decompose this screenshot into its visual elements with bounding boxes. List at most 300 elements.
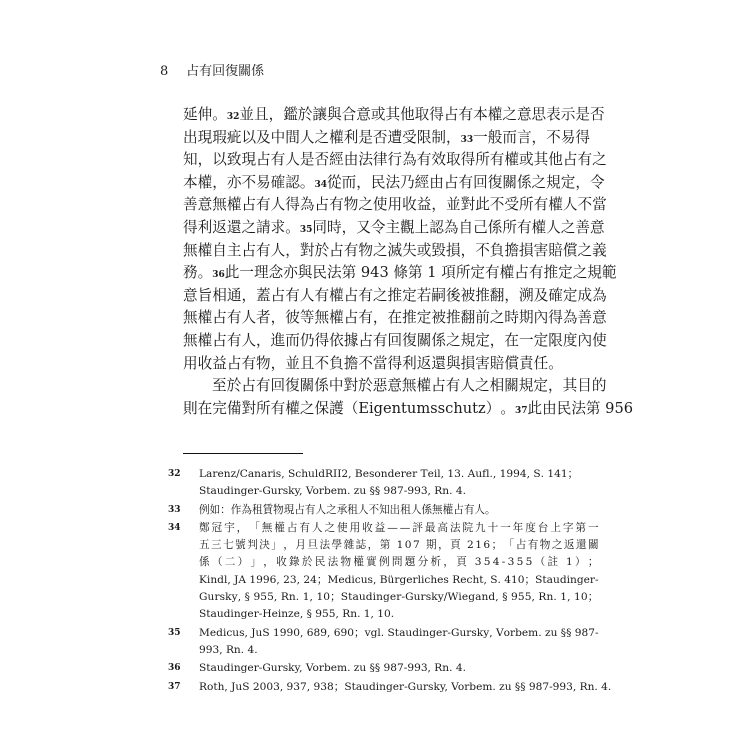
char: 關 <box>502 173 517 191</box>
char: 而 <box>502 128 517 146</box>
char: 失 <box>402 241 417 259</box>
char: 返 <box>416 354 432 372</box>
char: 占 <box>358 331 373 349</box>
char: 規 <box>587 264 602 282</box>
char: 否 <box>372 128 388 146</box>
char: 定 <box>562 286 578 304</box>
char: 所 <box>475 151 490 169</box>
char: 占 <box>343 286 359 304</box>
char: 占 <box>226 354 242 372</box>
char: 權 <box>548 196 563 214</box>
char: （ <box>343 399 359 417</box>
char: 他 <box>548 151 563 169</box>
char: 益 <box>416 196 432 214</box>
char: 所 <box>519 196 534 214</box>
char: 之 <box>592 151 607 169</box>
char: 權 <box>531 218 547 236</box>
text-line: 本 權 ， 亦 不 易 確 認 。 34 從 而 ， 民 法 乃 經 由 占 有 回 復 關 係 之 規 定 ， 令 <box>183 171 575 194</box>
char: 推 <box>445 309 461 327</box>
char: 或 <box>519 151 534 169</box>
char: 意 <box>592 309 607 327</box>
char: 有 <box>577 151 593 169</box>
char: 有 <box>358 286 373 304</box>
char: 表 <box>546 106 561 123</box>
char: 害 <box>475 354 490 372</box>
char: 與 <box>297 264 313 282</box>
char: 占 <box>212 331 227 349</box>
char: 是 <box>358 128 373 146</box>
char: 之 <box>560 218 576 236</box>
char: 有 <box>458 173 474 191</box>
char: 則 <box>183 399 198 417</box>
char: 人 <box>270 196 286 214</box>
footnote-line: 例如：作為租賃物現占有人之承租人不知出租人係無權占有人。 <box>199 503 496 516</box>
char: 有 <box>329 196 344 214</box>
char: 期 <box>519 309 534 327</box>
char: 規 <box>460 331 476 349</box>
char: 於 <box>226 377 242 395</box>
char: 得 <box>575 128 590 146</box>
char: 翻 <box>489 286 505 304</box>
char: 條 <box>393 264 409 282</box>
char: 無 <box>314 309 330 327</box>
char: 取 <box>414 106 430 123</box>
char: 相 <box>489 377 505 395</box>
char: 法 <box>327 264 342 282</box>
char: 不 <box>577 196 593 214</box>
char: 在 <box>197 399 213 417</box>
char: 人 <box>562 196 578 214</box>
char: g <box>373 399 383 417</box>
char: 有 <box>256 241 271 259</box>
char: 為 <box>299 196 315 214</box>
char: 害 <box>533 241 549 259</box>
char: i <box>368 399 374 417</box>
char: 有 <box>343 241 359 259</box>
char: 意 <box>356 106 371 123</box>
char: 推 <box>475 286 490 304</box>
char: 之 <box>372 286 388 304</box>
char: 占 <box>241 377 256 395</box>
char: 觀 <box>400 218 415 236</box>
char: 定 <box>558 264 573 282</box>
char: 1 <box>427 264 437 282</box>
footnote-text <box>199 679 611 696</box>
char: 現 <box>241 151 257 169</box>
footnote-line: G u r s k y , § 9 5 5 , R n . 1 , 1 0 ； S t a u d i n g e r - G u r s k y / W i e g a n d , § 9 5 5 , R n . 1 , 1 0 ； <box>199 591 599 604</box>
char: ， <box>504 286 520 304</box>
char: 權 <box>329 128 344 146</box>
char: 關 <box>504 377 519 395</box>
char: 內 <box>533 309 549 327</box>
char: 還 <box>226 218 242 236</box>
footnote-line: 係 （ 二 ） 」 ， 收 錄 於 民 法 物 權 實 例 問 題 分 析 ， 頁 3 5 4 - 3 5 5 （ 註 1 ） ； <box>199 556 599 569</box>
char: ， <box>197 151 213 169</box>
char: 權 <box>329 309 344 327</box>
char: 責 <box>519 354 534 372</box>
char: 。 <box>197 264 213 282</box>
text-line <box>183 193 607 216</box>
char: 善 <box>577 309 593 327</box>
char: 護 <box>329 399 344 417</box>
char: 有 <box>255 377 271 395</box>
char: 權 <box>197 173 213 191</box>
footnote-line: 鄭 冠 宇 ， 「 無 權 占 有 人 之 使 用 收 益 — — 評 最 高 法 院 九 十 一 年 度 台 上 字 第 一 <box>199 521 599 534</box>
char: 後 <box>445 286 461 304</box>
char: 不 <box>475 241 490 259</box>
char: 其 <box>385 106 401 123</box>
char: 占 <box>443 106 459 123</box>
char: 疵 <box>226 128 242 146</box>
char: 請 <box>256 218 271 236</box>
char: 復 <box>402 331 417 349</box>
char: 不 <box>358 354 373 372</box>
char: 出 <box>183 128 198 146</box>
char: 上 <box>414 218 430 236</box>
char: 是 <box>575 106 590 123</box>
char: 得 <box>548 309 563 327</box>
char: 取 <box>445 151 461 169</box>
char: 範 <box>601 264 617 282</box>
footnote-number: 35 <box>168 627 181 638</box>
char: 定 <box>470 264 486 282</box>
char: 定 <box>560 173 576 191</box>
char: 並 <box>239 106 254 123</box>
char: 之 <box>474 377 490 395</box>
char: e <box>382 399 392 417</box>
char: 鑑 <box>283 106 298 123</box>
char: 以 <box>241 128 257 146</box>
char: 中 <box>270 128 286 146</box>
char: 權 <box>197 309 213 327</box>
char: 易 <box>560 128 576 146</box>
main-text <box>183 103 634 419</box>
char: 負 <box>489 241 505 259</box>
char: 與 <box>327 106 342 123</box>
char: 對 <box>460 196 476 214</box>
char: 。 <box>285 218 300 236</box>
char: 人 <box>270 241 286 259</box>
char: 之 <box>445 331 461 349</box>
char: ， <box>489 331 505 349</box>
char: ） <box>485 399 501 417</box>
char: 有 <box>416 151 432 169</box>
char: 自 <box>212 241 227 259</box>
char: 他 <box>400 106 415 123</box>
char: 得 <box>460 151 476 169</box>
char: ， <box>356 173 371 191</box>
char: 遭 <box>387 128 403 146</box>
char: 仍 <box>299 331 315 349</box>
char: h <box>453 399 463 417</box>
char: 推 <box>543 264 559 282</box>
char: 係 <box>516 173 532 191</box>
text-line: 出 現 瑕 疵 以 及 中 間 人 之 權 利 是 否 遭 受 限 制 ， 33 一 般 而 言 ， 不 易 得 <box>183 126 575 149</box>
text-line <box>183 239 607 262</box>
char: 不 <box>241 173 257 191</box>
char: 主 <box>226 241 242 259</box>
char: 權 <box>416 377 432 395</box>
char: 負 <box>329 354 344 372</box>
footnote-number: 36 <box>168 663 181 674</box>
text-line: 得 利 返 還 之 請 求 。 35 同 時 ， 又 令 主 觀 上 認 為 自 己 係 所 有 權 人 之 善 意 <box>183 216 575 239</box>
footnote-line: K i n d l , J A 1 9 9 6 , 2 3 , 2 4 ； M e d i c u s , B ü r g e r l i c h e s R e c h t , S . 4 1 0 ； S t a u d i n g e r - <box>199 573 599 586</box>
char: 令 <box>589 173 605 191</box>
char: 損 <box>460 354 476 372</box>
char: 務 <box>183 264 198 282</box>
char: 有 <box>372 331 388 349</box>
char: 損 <box>445 241 461 259</box>
char: 返 <box>212 218 227 236</box>
char: 易 <box>256 173 271 191</box>
char: 占 <box>514 264 529 282</box>
char: 無 <box>401 377 417 395</box>
char: 人 <box>460 377 475 395</box>
char: 有 <box>314 286 330 304</box>
char: 善 <box>183 196 198 214</box>
char: 並 <box>445 196 461 214</box>
char: 得 <box>285 196 300 214</box>
char: 權 <box>329 286 344 304</box>
footnote-text <box>199 502 574 519</box>
char: 由 <box>542 399 557 417</box>
char: 賠 <box>548 241 563 259</box>
char: 在 <box>387 309 403 327</box>
char: 規 <box>518 377 534 395</box>
char: 係 <box>431 331 446 349</box>
char: 備 <box>226 399 242 417</box>
char: 之 <box>358 196 373 214</box>
char: 經 <box>414 173 430 191</box>
running-title: 占有回復關係 <box>186 64 265 79</box>
char: ， <box>372 309 388 327</box>
char: 有 <box>285 286 300 304</box>
char: 思 <box>531 106 547 123</box>
char: 前 <box>475 309 490 327</box>
char: 當 <box>372 354 388 372</box>
char: 占 <box>431 377 446 395</box>
char: 其 <box>533 151 549 169</box>
char: c <box>445 399 454 417</box>
text-line <box>183 329 607 352</box>
char: 復 <box>487 173 503 191</box>
footnote-line: Staudinger-Heinze, § 955, Rn. 1, 10. <box>199 608 395 621</box>
footnote-number: 37 <box>168 681 181 692</box>
footnote-36 <box>168 660 574 677</box>
char: 有 <box>516 218 532 236</box>
char: 意 <box>183 286 198 304</box>
char: 否 <box>314 151 330 169</box>
char: 之 <box>577 241 593 259</box>
char: 賠 <box>489 354 505 372</box>
char: 還 <box>431 354 446 372</box>
char: 於 <box>358 377 373 395</box>
char: 蓋 <box>256 286 271 304</box>
char: 意 <box>197 196 213 214</box>
text-line <box>183 148 607 171</box>
char: 使 <box>592 331 607 349</box>
char: 對 <box>241 399 257 417</box>
char: 完 <box>212 399 227 417</box>
char: 權 <box>285 399 300 417</box>
char: 在 <box>504 331 520 349</box>
page-header <box>160 60 264 79</box>
char: 權 <box>226 196 242 214</box>
char: 若 <box>416 286 432 304</box>
char: 不 <box>489 196 505 214</box>
char: 占 <box>443 173 459 191</box>
char: 內 <box>577 331 593 349</box>
char: 之 <box>314 128 330 146</box>
char: 由 <box>343 151 359 169</box>
char: 或 <box>416 241 432 259</box>
char: 合 <box>341 106 357 123</box>
char: 權 <box>504 151 520 169</box>
footnote-text <box>199 625 599 660</box>
char: 物 <box>358 241 373 259</box>
char: 物 <box>343 196 359 214</box>
char: 用 <box>387 196 403 214</box>
char: 且 <box>253 106 269 123</box>
char: 毀 <box>431 241 446 259</box>
char: 無 <box>183 331 198 349</box>
char: 係 <box>314 377 329 395</box>
char: ， <box>341 218 357 236</box>
char: 占 <box>241 241 257 259</box>
char: 乃 <box>400 173 415 191</box>
char: 之 <box>299 399 315 417</box>
char: 亦 <box>226 173 242 191</box>
char: 5 <box>614 399 624 417</box>
char: s <box>430 399 438 417</box>
char: 9 <box>605 399 615 417</box>
char: 意 <box>387 377 402 395</box>
char: 有 <box>241 354 257 372</box>
char: 收 <box>197 354 213 372</box>
text-line: 務 。 36 此 一 理 念 亦 與 民 法 第 9 4 3 條 第 1 項 所 定 有 權 占 有 推 定 之 規 範 <box>183 261 575 284</box>
char: 為 <box>592 286 607 304</box>
char: 得 <box>183 218 198 236</box>
char: 限 <box>548 331 563 349</box>
char: 旨 <box>197 286 213 304</box>
char: 據 <box>343 331 359 349</box>
char: 求 <box>270 218 286 236</box>
char: 有 <box>358 309 373 327</box>
char: 之 <box>241 218 257 236</box>
char: 從 <box>327 173 342 191</box>
char: 限 <box>416 128 432 146</box>
char: 民 <box>370 173 386 191</box>
char: 意 <box>589 218 605 236</box>
footnote-35 <box>168 625 599 660</box>
char: 受 <box>504 196 520 214</box>
char: 之 <box>489 309 505 327</box>
footnote-37 <box>168 679 612 696</box>
char: 占 <box>241 196 257 214</box>
char: 確 <box>270 173 286 191</box>
char: 損 <box>519 241 534 259</box>
char: ， <box>270 354 286 372</box>
footnote-text <box>199 520 599 624</box>
char: 言 <box>516 128 532 146</box>
char: 得 <box>314 331 330 349</box>
char: 有 <box>226 309 242 327</box>
char: 法 <box>358 151 373 169</box>
char: 者 <box>256 309 271 327</box>
char: 4 <box>370 264 380 282</box>
char: t <box>401 399 407 417</box>
char: 及 <box>533 286 549 304</box>
footnote-line: Roth, JuS 2003, 937, 938；Staudinger-Gursky, Vorbem. zu §§ 987-993, Rn. 4. <box>199 680 612 693</box>
footnote-line: L a r e n z / C a n a r i s , S c h u l d R I I 2 , B e s o n d e r e r T e i l , 1 3 . A u f l . , 1 9 9 4 , S . 1 4 1 ； <box>199 468 579 480</box>
char: 回 <box>473 173 488 191</box>
char: 項 <box>441 264 456 282</box>
char: 所 <box>502 218 517 236</box>
char: 行 <box>387 151 403 169</box>
char: 惡 <box>372 377 388 395</box>
footnote-number: 33 <box>168 504 181 515</box>
char: 物 <box>256 354 271 372</box>
char: 而 <box>285 331 300 349</box>
char: 人 <box>299 128 315 146</box>
char: t <box>472 399 479 417</box>
char: ， <box>256 331 271 349</box>
char: 收 <box>402 196 417 214</box>
char: 或 <box>370 106 386 123</box>
char: 經 <box>329 151 344 169</box>
char: 有 <box>445 377 461 395</box>
char: 等 <box>299 309 315 327</box>
char: 有 <box>270 151 286 169</box>
char: ， <box>460 241 476 259</box>
char: 間 <box>285 128 300 146</box>
char: 並 <box>285 354 300 372</box>
char: 現 <box>197 128 213 146</box>
char: 念 <box>268 264 284 282</box>
char: 定 <box>416 309 432 327</box>
char: 所 <box>256 399 271 417</box>
char: 利 <box>197 218 213 236</box>
footnote-line: Staudinger-Gursky, Vorbem. zu §§ 987-993, Rn. 4. <box>199 485 466 498</box>
char: 有 <box>256 196 271 214</box>
footnote-separator <box>183 453 303 454</box>
text-line <box>183 284 607 307</box>
char: 瑕 <box>212 128 227 146</box>
char: 讓 <box>312 106 328 123</box>
char: 益 <box>212 354 227 372</box>
char: 理 <box>253 264 269 282</box>
char: 本 <box>473 106 488 123</box>
char: ， <box>270 309 286 327</box>
char: 令 <box>370 218 386 236</box>
char: 償 <box>504 354 520 372</box>
char: 權 <box>499 264 515 282</box>
char: 彼 <box>285 309 300 327</box>
char: 知 <box>183 151 198 169</box>
char: 擔 <box>343 354 359 372</box>
char: 人 <box>241 309 257 327</box>
char: 回 <box>387 331 403 349</box>
char: 同 <box>312 218 328 236</box>
char: 定 <box>533 377 549 395</box>
char: m <box>416 399 431 417</box>
char: 以 <box>212 151 227 169</box>
char: 不 <box>314 354 330 372</box>
char: 亦 <box>283 264 298 282</box>
char: 且 <box>299 354 315 372</box>
footnote-line: 五 三 七 號 判 決 」 ， 月 旦 法 學 雜 誌 ， 第 1 0 7 期 ， 頁 2 1 6 ； 「 占 有 物 之 返 還 關 <box>199 539 599 552</box>
char: 致 <box>226 151 242 169</box>
